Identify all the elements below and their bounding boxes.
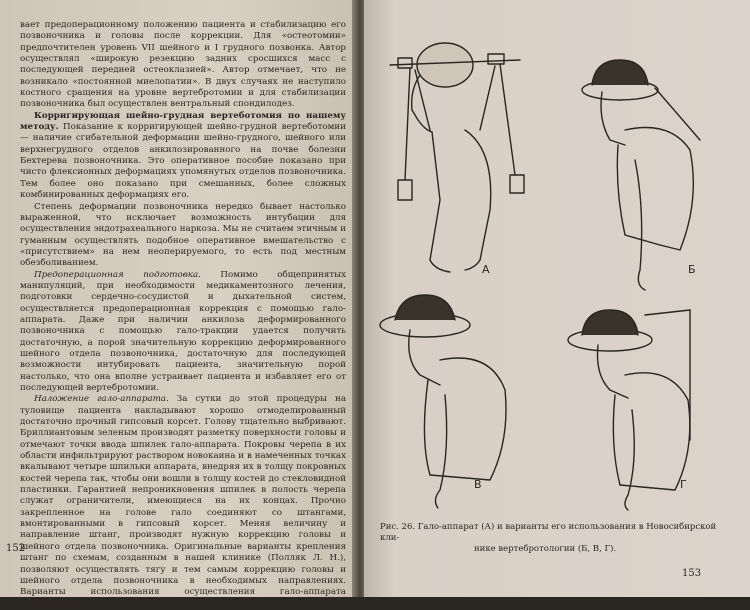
figure-label-v: В bbox=[474, 478, 482, 491]
caption-line-1: Рис. 26. Гало-аппарат (А) и варианты его использования в Новосибирской кли- bbox=[380, 522, 717, 543]
figure-caption bbox=[380, 522, 730, 555]
italic-lead-halo: Наложение гало-аппарата. bbox=[34, 394, 169, 405]
page-number-right: 153 bbox=[682, 568, 702, 579]
figure-26-illustrations bbox=[370, 20, 740, 520]
paragraph-1: вает предоперационному положению пациента и стабилизацию его позвоночника и головы после коррекции. Для «остеотомии» предпочтителен уровень VII шейного и I грудного позвонка. Автор осуществлял «широкую резекцию задних сросшихся масс с последующей передней остеоклазией». Автор отмечает, что не возникало «постоянной миелопатии». В двух случаях не наступило костного сращения на уровне вертебротомии и для стабилизации позвоночника был осуществлен вентральный спондилодез. bbox=[20, 20, 346, 110]
figure-v-halo-variant bbox=[380, 295, 506, 508]
figure-g-halo-variant bbox=[568, 310, 690, 510]
page-number-left: 152 bbox=[6, 543, 26, 554]
paragraph-4-text: Помимо общепринятых манипуляций, при необходимости медикаментозного лечения, подготовки сердечно-сосудистой и дыхательной систем, осуществляется предоперационная коррекция с помощью гало-аппарата. Даже при наличии анкилоза деформированного позвоночника с помощью гало-тракции удается получить достаточную, а порой значительную коррекцию деформированного шейного отдела позвоночника, достаточную для последующей возможности интубировать пациента, значительную порой настолько, что она вполне устраивает пациента и избавляет его от последующей вертебротомии. bbox=[20, 269, 346, 393]
left-text-column bbox=[20, 20, 346, 610]
left-page bbox=[0, 0, 362, 609]
paragraph-5-text: За сутки до этой процедуры на туловище пациента накладывают хорошо отмоделированный достаточно прочный гипсовый корсет. Голову тщательно выбривают. Бриллиантовым зеленым производят разметку поверхности головы и отмечают точки ввода шпилек гало-аппарата. Покровы черепа в их области инфильтрируют раствором новокаина и в намеченных точках вкалывают четыре шпильки аппарата, внедряя их в толщу покровных костей черепа так, чтобы они вошли в толщу костей до стекловидной пластинки. Гарантией непроникновения шпилек в полость черепа служат ограничители, имеющиеся на их концах. Прочно закрепленное на голове гало соединяют со штангами, вмонтированными в гипсовый корсет. Меняя величину и направление штанг, производят нужную коррекцию головы и шейного отдела позвоночника. Оригинальные варианты крепления штанг по схемам, созданным в нашей клинике (Полляк Л. Н.), позволяют осуществлять тягу и тем самым коррекцию головы и шейного отдела позвоночника в необходимых направлениях. Варианты использования осуществления гало-аппарата представлены на рис. 26. bbox=[20, 394, 346, 609]
figure-label-g: Г bbox=[680, 478, 687, 491]
paragraph-2 bbox=[20, 111, 346, 202]
section-heading: Корригирующая шейно-грудная вертеботомия по нашему методу. bbox=[20, 110, 346, 133]
figure-b-halo-variant bbox=[582, 60, 700, 290]
paragraph-5 bbox=[20, 394, 346, 610]
caption-line-2: нике вертебротологии (Б, В, Г). bbox=[474, 544, 617, 554]
figure-label-a: А bbox=[482, 263, 490, 276]
figure-label-b: Б bbox=[688, 263, 696, 276]
paragraph-4 bbox=[20, 270, 346, 395]
italic-lead-preop: Предоперационная подготовка. bbox=[34, 269, 201, 280]
paragraph-2-text: Показание к корригирующей шейно-грудной вертеботомии — наличие сгибательной деформации шейно-грудного, шейного или верхнегрудного отделов анкилозированного на почве болезни Бехтерева позвоночника. Это оперативное пособие показано при чисто флексионных деформациях упомянутых отделов позвоночника. Тем более оно показано при смешанных, более сложных комбинированных деформациях его. bbox=[20, 122, 346, 201]
figure-a-halo-apparatus bbox=[390, 43, 524, 272]
paragraph-3: Степень деформации позвоночника нередко бывает настолько выраженной, что исключает возможность интубации для осуществления эндотрахеального наркоза. Мы не считаем этичным и гуманным осуществлять подобное оперативное вмешательство с «присутствием» на нем неоперируемого, то есть под местным обезболиванием. bbox=[20, 201, 346, 269]
